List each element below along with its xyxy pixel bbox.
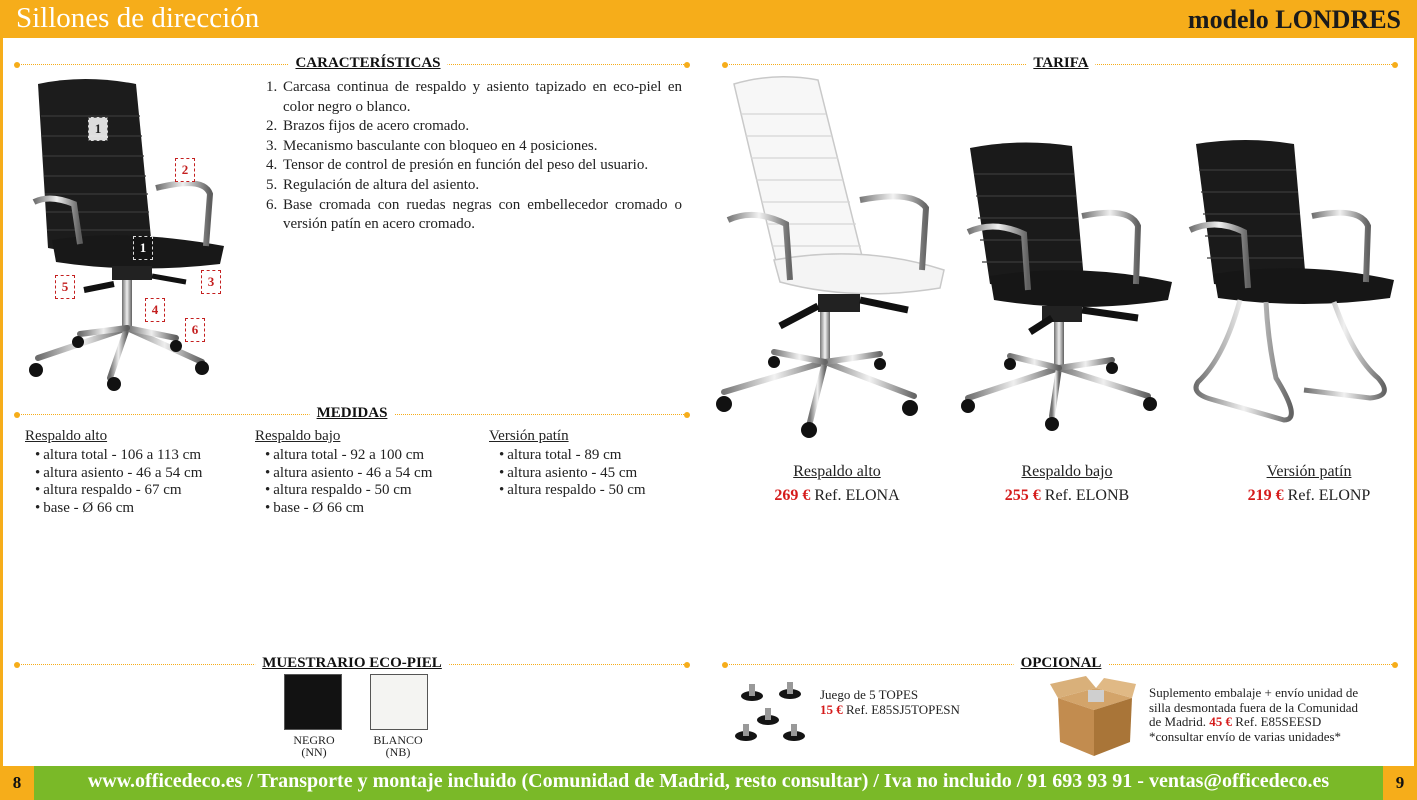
medidas-item: • altura asiento - 45 cm	[489, 465, 646, 483]
tarifa-item-respaldo-alto	[727, 463, 947, 505]
medidas-item: • altura asiento - 46 a 54 cm	[25, 465, 202, 483]
medidas-item: • base - Ø 66 cm	[255, 500, 432, 518]
swatch-negro	[284, 674, 342, 730]
page-footer	[0, 766, 1417, 800]
marker-1b: 1	[133, 236, 153, 260]
section-opcional	[724, 657, 1396, 673]
tarifa-ref: Ref. ELONA	[814, 487, 900, 504]
feature-item: 4. Tensor de control de presión en función del peso del usuario.	[266, 157, 649, 174]
box-image	[1048, 676, 1136, 758]
medidas-item: • altura respaldo - 50 cm	[255, 482, 432, 500]
feature-item: 1. Carcasa continua de respaldo y asiento tapizado en eco-piel en color negro o blanco.	[266, 79, 682, 115]
section-title-caracteristicas: CARACTERÍSTICAS	[288, 55, 447, 72]
feature-item: 5. Regulación de altura del asiento.	[266, 176, 480, 193]
opcional-envio-text: Suplemento embalaje + envío unidad de silla desmontada fuera de la Comunidad de Madrid. 45 € Ref. E85SEESD *consultar envío de varias unidades*	[1149, 685, 1359, 744]
medidas-title: Respaldo alto	[25, 428, 108, 444]
tarifa-name: Respaldo alto	[793, 463, 881, 480]
swatch-blanco	[370, 674, 428, 730]
section-title-muestrario: MUESTRARIO ECO-PIEL	[255, 655, 449, 672]
marker-2: 2	[175, 158, 195, 182]
medidas-item: • base - Ø 66 cm	[25, 500, 202, 518]
tarifa-ref: Ref. ELONP	[1287, 487, 1371, 504]
topes-image	[732, 680, 808, 750]
tarifa-price: 255 €	[1004, 487, 1041, 504]
swatch-label-negro: NEGRO (NN)	[293, 733, 335, 759]
medidas-respaldo-alto	[25, 428, 202, 517]
chair-black-sled-image	[1184, 138, 1398, 424]
tarifa-price: 219 €	[1247, 487, 1284, 504]
tarifa-item-respaldo-bajo	[957, 463, 1177, 505]
medidas-item: • altura total - 92 a 100 cm	[255, 447, 432, 465]
tarifa-price: 269 €	[774, 487, 811, 504]
section-medidas	[16, 407, 688, 423]
marker-4: 4	[145, 298, 165, 322]
medidas-version-patin	[489, 428, 646, 500]
tarifa-name: Respaldo bajo	[1021, 463, 1113, 480]
marker-1a: 1	[88, 117, 108, 141]
section-caracteristicas	[16, 57, 688, 73]
feature-item: 2. Brazos fijos de acero cromado.	[266, 118, 470, 135]
tarifa-item-version-patin	[1199, 463, 1417, 505]
model-name: modelo LONDRES	[1187, 5, 1401, 34]
tarifa-name: Versión patín	[1266, 463, 1352, 480]
frame-left	[0, 38, 3, 766]
marker-6: 6	[185, 318, 205, 342]
section-title-medidas: MEDIDAS	[310, 405, 395, 422]
feature-item: 6. Base cromada con ruedas negras con embellecedor cromado o versión patín en acero cromado.	[266, 196, 682, 233]
feature-item: 3. Mecanismo basculante con bloqueo en 4 posiciones.	[266, 137, 598, 154]
page-header	[0, 0, 1417, 38]
swatch-label-blanco: BLANCO (NB)	[373, 733, 423, 759]
marker-3: 3	[201, 270, 221, 294]
medidas-item: • altura respaldo - 50 cm	[489, 482, 646, 500]
page-title: Sillones de dirección	[16, 2, 260, 34]
medidas-item: • altura total - 89 cm	[489, 447, 646, 465]
page-number-left: 8	[0, 766, 34, 800]
footer-contact-text: www.officedeco.es / Transporte y montaje incluido (Comunidad de Madrid, resto consultar) / Iva no incluido / 91 693 93 91 - ventas@officedeco.es	[87, 770, 1330, 792]
chair-white-high-back-image	[714, 74, 950, 440]
section-tarifa	[724, 57, 1396, 73]
medidas-respaldo-bajo	[255, 428, 432, 517]
section-muestrario	[16, 657, 688, 673]
tarifa-ref: Ref. ELONB	[1044, 487, 1130, 504]
section-title-opcional: OPCIONAL	[1014, 655, 1109, 672]
medidas-title: Respaldo bajo	[255, 428, 341, 444]
opcional-topes-text: Juego de 5 TOPES 15 € Ref. E85SJ5TOPESN	[820, 687, 960, 717]
chair-black-low-back-image	[960, 140, 1176, 438]
section-title-tarifa: TARIFA	[1026, 55, 1095, 72]
features-list	[266, 78, 682, 235]
medidas-item: • altura total - 106 a 113 cm	[25, 447, 202, 465]
medidas-title: Versión patín	[489, 428, 569, 444]
medidas-item: • altura asiento - 46 a 54 cm	[255, 465, 432, 483]
page-number-right: 9	[1383, 766, 1417, 800]
marker-5: 5	[55, 275, 75, 299]
medidas-item: • altura respaldo - 67 cm	[25, 482, 202, 500]
